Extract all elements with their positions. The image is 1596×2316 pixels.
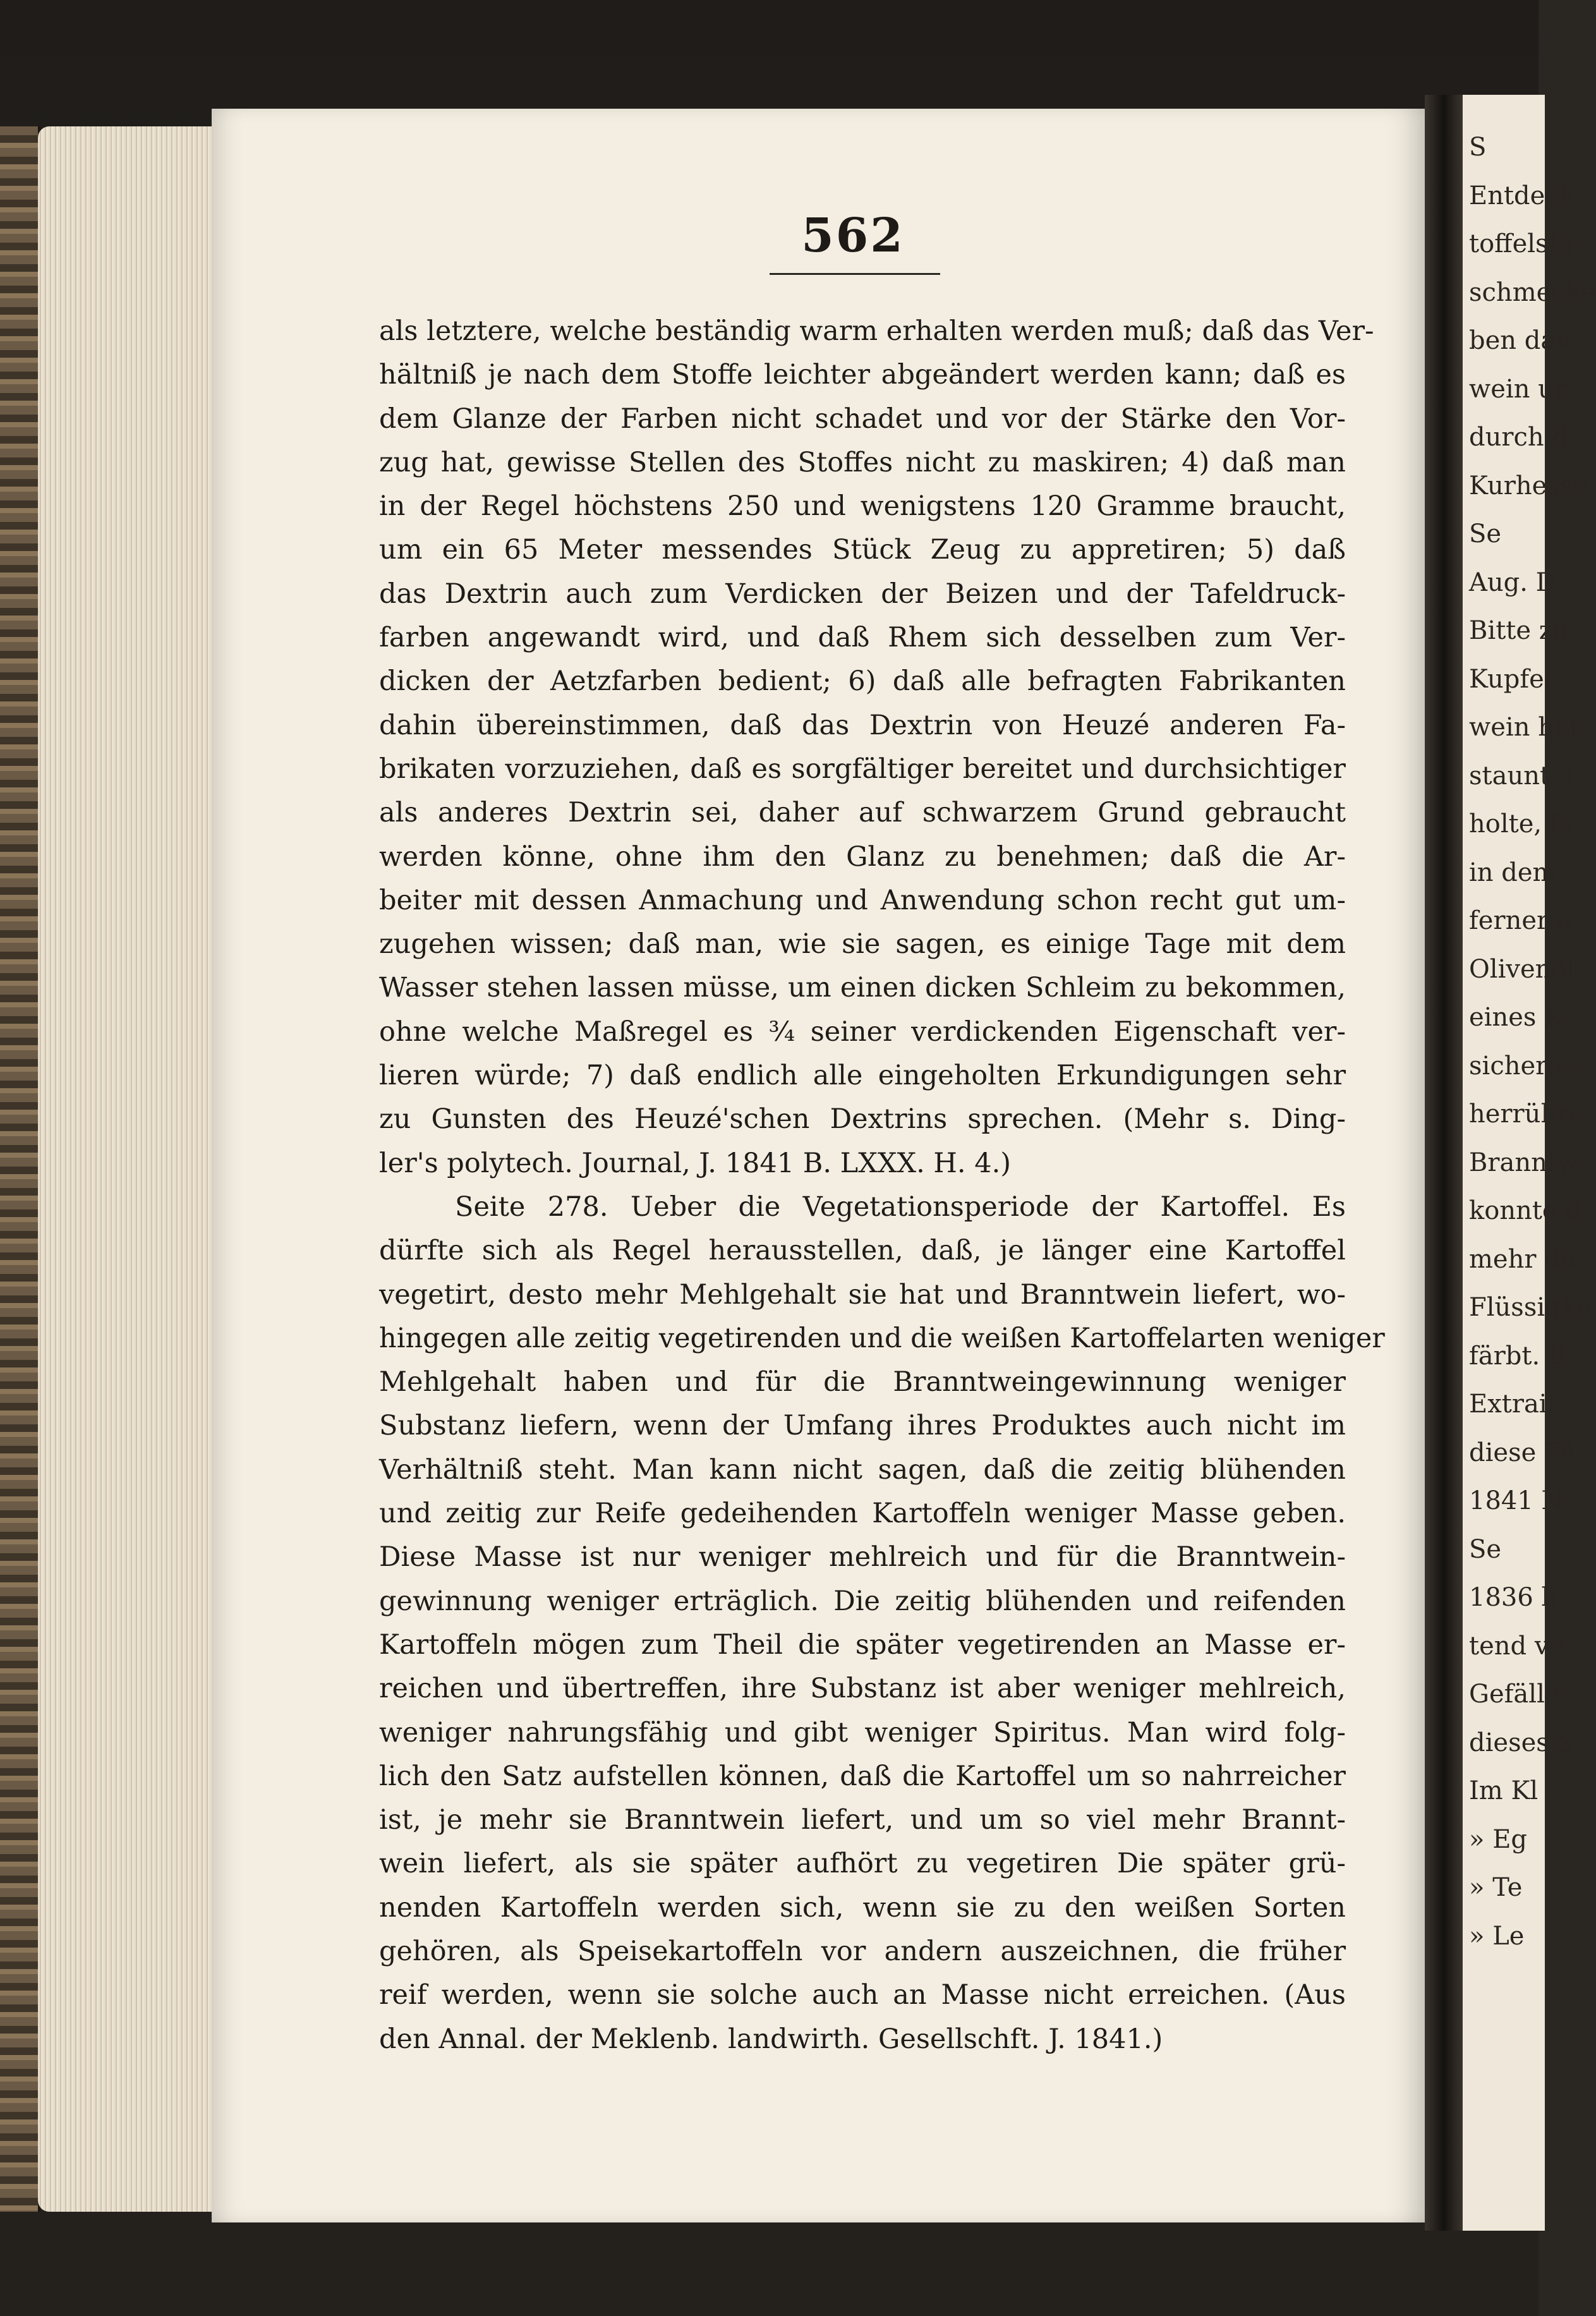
facing-page-line: wein ur — [1469, 374, 1567, 404]
text-line: und zeitig zur Reife gedeihenden Kartoffeln weniger Masse geben. — [379, 1498, 1346, 1530]
facing-page-line: ben dav — [1469, 326, 1570, 355]
page-number-rule — [770, 273, 940, 275]
facing-page-line: durch d — [1469, 423, 1568, 452]
page-body-text — [379, 310, 1385, 2061]
facing-page-line: Aug. D — [1469, 567, 1556, 597]
facing-page-line: Flüssigke — [1469, 1293, 1592, 1322]
book-cover-edge — [0, 126, 40, 2212]
text-line: zu Gunsten des Heuzé'schen Dextrins sprechen. (Mehr s. Ding- — [379, 1103, 1346, 1136]
facing-page-line: Kurhesse — [1469, 471, 1588, 500]
text-line: brikaten vorzuziehen, daß es sorgfältiger bereitet und durchsichtiger — [379, 753, 1346, 785]
facing-page-line: toffelstä — [1469, 229, 1574, 258]
facing-page-line: tend ve — [1469, 1631, 1564, 1661]
text-line: dem Glanze der Farben nicht schadet und vor der Stärke den Vor- — [379, 403, 1346, 435]
facing-page-line: sicheres — [1469, 1051, 1576, 1081]
text-line: weniger nahrungsfähig und gibt weniger Spiritus. Man wird folg- — [379, 1716, 1346, 1749]
facing-page-line: in dem — [1469, 858, 1557, 887]
text-line: den Annal. der Meklenb. landwirth. Gesellschft. J. 1841.) — [379, 2023, 1163, 2055]
text-line: Substanz liefern, wenn der Umfang ihres Produktes auch nicht im — [379, 1410, 1346, 1442]
facing-page-line: » Eg — [1469, 1824, 1527, 1854]
text-line: Kartoffeln mögen zum Theil die später vegetirenden an Masse er- — [379, 1628, 1346, 1661]
text-line: Diese Masse ist nur weniger mehlreich und für die Branntwein- — [379, 1541, 1346, 1573]
facing-page-line: Se — [1469, 1534, 1502, 1564]
facing-page-line: staunt, i — [1469, 761, 1575, 791]
text-line: werden könne, ohne ihm den Glanz zu benehmen; daß die Ar- — [379, 840, 1346, 873]
facing-page-line: 1836 b — [1469, 1583, 1558, 1612]
facing-page-line: dieses S — [1469, 1728, 1575, 1757]
text-line: wein liefert, als sie später aufhört zu vegetiren Die später grü- — [379, 1848, 1346, 1880]
facing-page-line: Extrait — [1469, 1390, 1557, 1419]
text-line: farben angewandt wird, und daß Rhem sich desselben zum Ver- — [379, 622, 1346, 654]
text-line: Wasser stehen lassen müsse, um einen dicken Schleim zu bekommen, — [379, 972, 1346, 1004]
text-line: zugehen wissen; daß man, wie sie sagen, es einige Tage mit dem — [379, 928, 1346, 961]
text-line: beiter mit dessen Anmachung und Anwendung schon recht gut um- — [379, 884, 1346, 916]
text-line: dahin übereinstimmen, daß das Dextrin von Heuzé anderen Fa- — [379, 709, 1346, 741]
text-line: dürfte sich als Regel herausstellen, daß, je länger eine Kartoffel — [379, 1235, 1346, 1267]
text-line: ohne welche Maßregel es ¾ seiner verdickenden Eigenschaft ver- — [379, 1016, 1346, 1048]
facing-page-line: herrühre — [1469, 1100, 1584, 1129]
text-line: als letztere, welche beständig warm erhalten werden muß; daß das Ver- — [379, 315, 1374, 347]
facing-page-line: » Le — [1469, 1921, 1525, 1951]
text-line: reichen und übertreffen, ihre Substanz ist aber weniger mehlreich, — [379, 1673, 1346, 1705]
facing-page-line: wein hat — [1469, 713, 1580, 742]
facing-page-line: färbt. E — [1469, 1341, 1567, 1371]
facing-page-line: Olivenöl — [1469, 954, 1575, 984]
text-line: in der Regel höchstens 250 und wenigstens 120 Gramme braucht, — [379, 490, 1346, 523]
text-line: ler's polytech. Journal, J. 1841 B. LXXX. H. 4.) — [379, 1147, 1012, 1179]
page-number: 562 — [801, 209, 905, 263]
facing-page-line: Gefälle — [1469, 1680, 1560, 1709]
text-line: nenden Kartoffeln werden sich, wenn sie zu den weißen Sorten — [379, 1891, 1346, 1924]
facing-page-line: ferner a — [1469, 906, 1572, 935]
text-line: hingegen alle zeitig vegetirenden und die weißen Kartoffelarten weniger — [379, 1322, 1385, 1354]
facing-page-line: Se — [1469, 519, 1502, 549]
text-line: dicken der Aetzfarben bedient; 6) daß alle befragten Fabrikanten — [379, 665, 1346, 698]
text-line: vegetirt, desto mehr Mehlgehalt sie hat und Branntwein liefert, wo- — [379, 1278, 1346, 1311]
facing-page-line: 1841 N — [1469, 1486, 1564, 1515]
text-line: das Dextrin auch zum Verdicken der Beizen und der Tafeldruck- — [379, 578, 1346, 610]
text-line: ist, je mehr sie Branntwein liefert, und um so viel mehr Brannt- — [379, 1804, 1346, 1836]
text-line: lich den Satz aufstellen können, daß die Kartoffel um so nahrreicher — [379, 1760, 1346, 1792]
text-line: reif werden, wenn sie solche auch an Masse nicht erreichen. (Aus — [379, 1979, 1346, 2011]
facing-page-line: Kupfer — [1469, 664, 1556, 694]
facing-page-line: S — [1469, 133, 1487, 162]
text-line: lieren würde; 7) daß endlich alle eingeholten Erkundigungen sehr — [379, 1060, 1346, 1092]
facing-page-line: eines K — [1469, 1003, 1564, 1032]
text-line: Mehlgehalt haben und für die Branntweingewinnung weniger — [379, 1366, 1346, 1398]
text-line: zug hat, gewisse Stellen des Stoffes nicht zu maskiren; 4) daß man — [379, 446, 1346, 478]
facing-page-line: schmecke — [1469, 277, 1596, 307]
facing-page-line: » Te — [1469, 1873, 1523, 1902]
facing-page-line: Bitte zu — [1469, 616, 1569, 645]
text-line: Seite 278. Ueber die Vegetationsperiode der Kartoffel. Es — [455, 1191, 1346, 1223]
text-line: als anderes Dextrin sei, daher auf schwarzem Grund gebraucht — [379, 797, 1346, 829]
text-line: gehören, als Speisekartoffeln vor andern auszeichnen, die früher — [379, 1935, 1346, 1967]
facing-page-line: Im Kl — [1469, 1776, 1539, 1805]
facing-page-fragment — [1463, 95, 1596, 2231]
text-line: Verhältniß steht. Man kann nicht sagen, daß die zeitig blühenden — [379, 1453, 1346, 1486]
text-line: hältniß je nach dem Stoffe leichter abgeändert werden kann; daß es — [379, 359, 1346, 391]
facing-page-line: mehr da — [1469, 1244, 1576, 1274]
facing-page-line: konnte d — [1469, 1196, 1581, 1225]
facing-page-line: Entdeck — [1469, 181, 1575, 210]
text-line: um ein 65 Meter messendes Stück Zeug zu appretiren; 5) daß — [379, 534, 1346, 566]
facing-page-line: holte, fa — [1469, 809, 1575, 839]
page-stack-edge — [38, 126, 215, 2212]
text-line: gewinnung weniger erträglich. Die zeitig blühenden und reifenden — [379, 1585, 1346, 1617]
book-gutter — [1425, 95, 1463, 2231]
facing-page-line: Branntw — [1469, 1148, 1580, 1177]
facing-page-line: diese Fä — [1469, 1438, 1575, 1467]
